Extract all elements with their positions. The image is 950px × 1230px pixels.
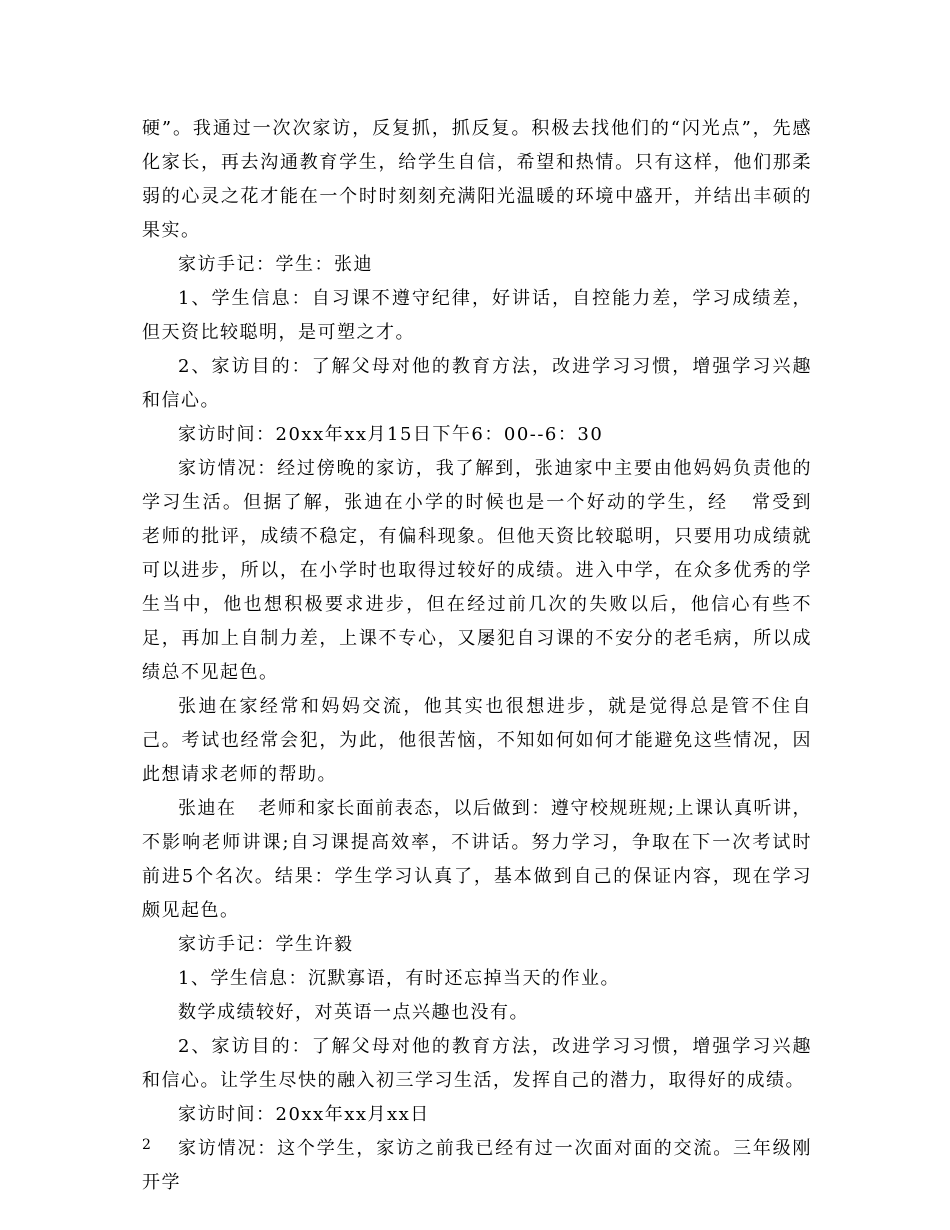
paragraph: 2、家访目的：了解父母对他的教育方法，改进学习习惯，增强学习兴趣和信心。让学生尽快的融入初三学习生活，发挥自己的潜力，取得好的成绩。 (142, 1036, 812, 1091)
paragraph: 家访手记：学生许毅 (178, 934, 354, 955)
paragraph: 1、学生信息：沉默寡语，有时还忘掉当天的作业。 (178, 968, 620, 989)
paragraph: 2、家访目的：了解父母对他的教育方法，改进学习习惯，增强学习兴趣和信心。 (142, 356, 812, 411)
document-body (142, 112, 834, 1200)
paragraph: 数学成绩较好，对英语一点兴趣也没有。 (178, 1002, 529, 1023)
paragraph: 1、学生信息：自习课不遵守纪律，好讲话，自控能力差，学习成绩差，但天资比较聪明，是可塑之才。 (142, 288, 812, 343)
paragraph: 硬”。我通过一次次家访，反复抓，抓反复。积极去找他们的“闪光点”，先感化家长，再去沟通教育学生，给学生自信，希望和热情。只有这样，他们那柔弱的心灵之花才能在一个时时刻刻充满阳光温暖的环境中盛开，并结出丰硕的果实。 (142, 118, 812, 241)
paragraph: 家访手记：学生：张迪 (178, 254, 373, 275)
paragraph: 张迪在家经常和妈妈交流，他其实也很想进步，就是觉得总是管不住自己。考试也经常会犯，为此，他很苦恼，不知如何如何才能避免这些情况，因此想请求老师的帮助。 (142, 696, 812, 785)
paragraph: 家访情况：这个学生，家访之前我已经有过一次面对面的交流。三年级刚开学 (142, 1138, 812, 1193)
paragraph: 家访时间：20xx年xx月15日下午6：00--6：30 (178, 424, 604, 445)
paragraph: 家访情况：经过傍晚的家访，我了解到，张迪家中主要由他妈妈负责他的学习生活。但据了解，张迪在小学的时候也是一个好动的学生，经 常受到 老师的批评，成绩不稳定，有偏科现象。但他天资比较聪明，只要用功成绩就可以进步，所以，在小学时也取得过较好的成绩。进入中学，在众多优秀的学生当中，他也想积极要求进步，但在经过前几次的失败以后，他信心有些不足，再加上自制力差，上课不专心，又屡犯自习课的不安分的老毛病，所以成绩总不见起色。 (142, 458, 834, 683)
paragraph: 张迪在 老师和家长面前表态，以后做到：遵守校规班规;上课认真听讲，不影响老师讲课;自习课提高效率，不讲话。努力学习，争取在下一次考试时前进5个名次。结果：学生学习认真了，基本做到自己的保证内容，现在学习颇见起色。 (142, 798, 812, 921)
page-number: 2 (142, 1137, 151, 1153)
paragraph: 家访时间：20xx年xx月xx日 (178, 1104, 430, 1125)
